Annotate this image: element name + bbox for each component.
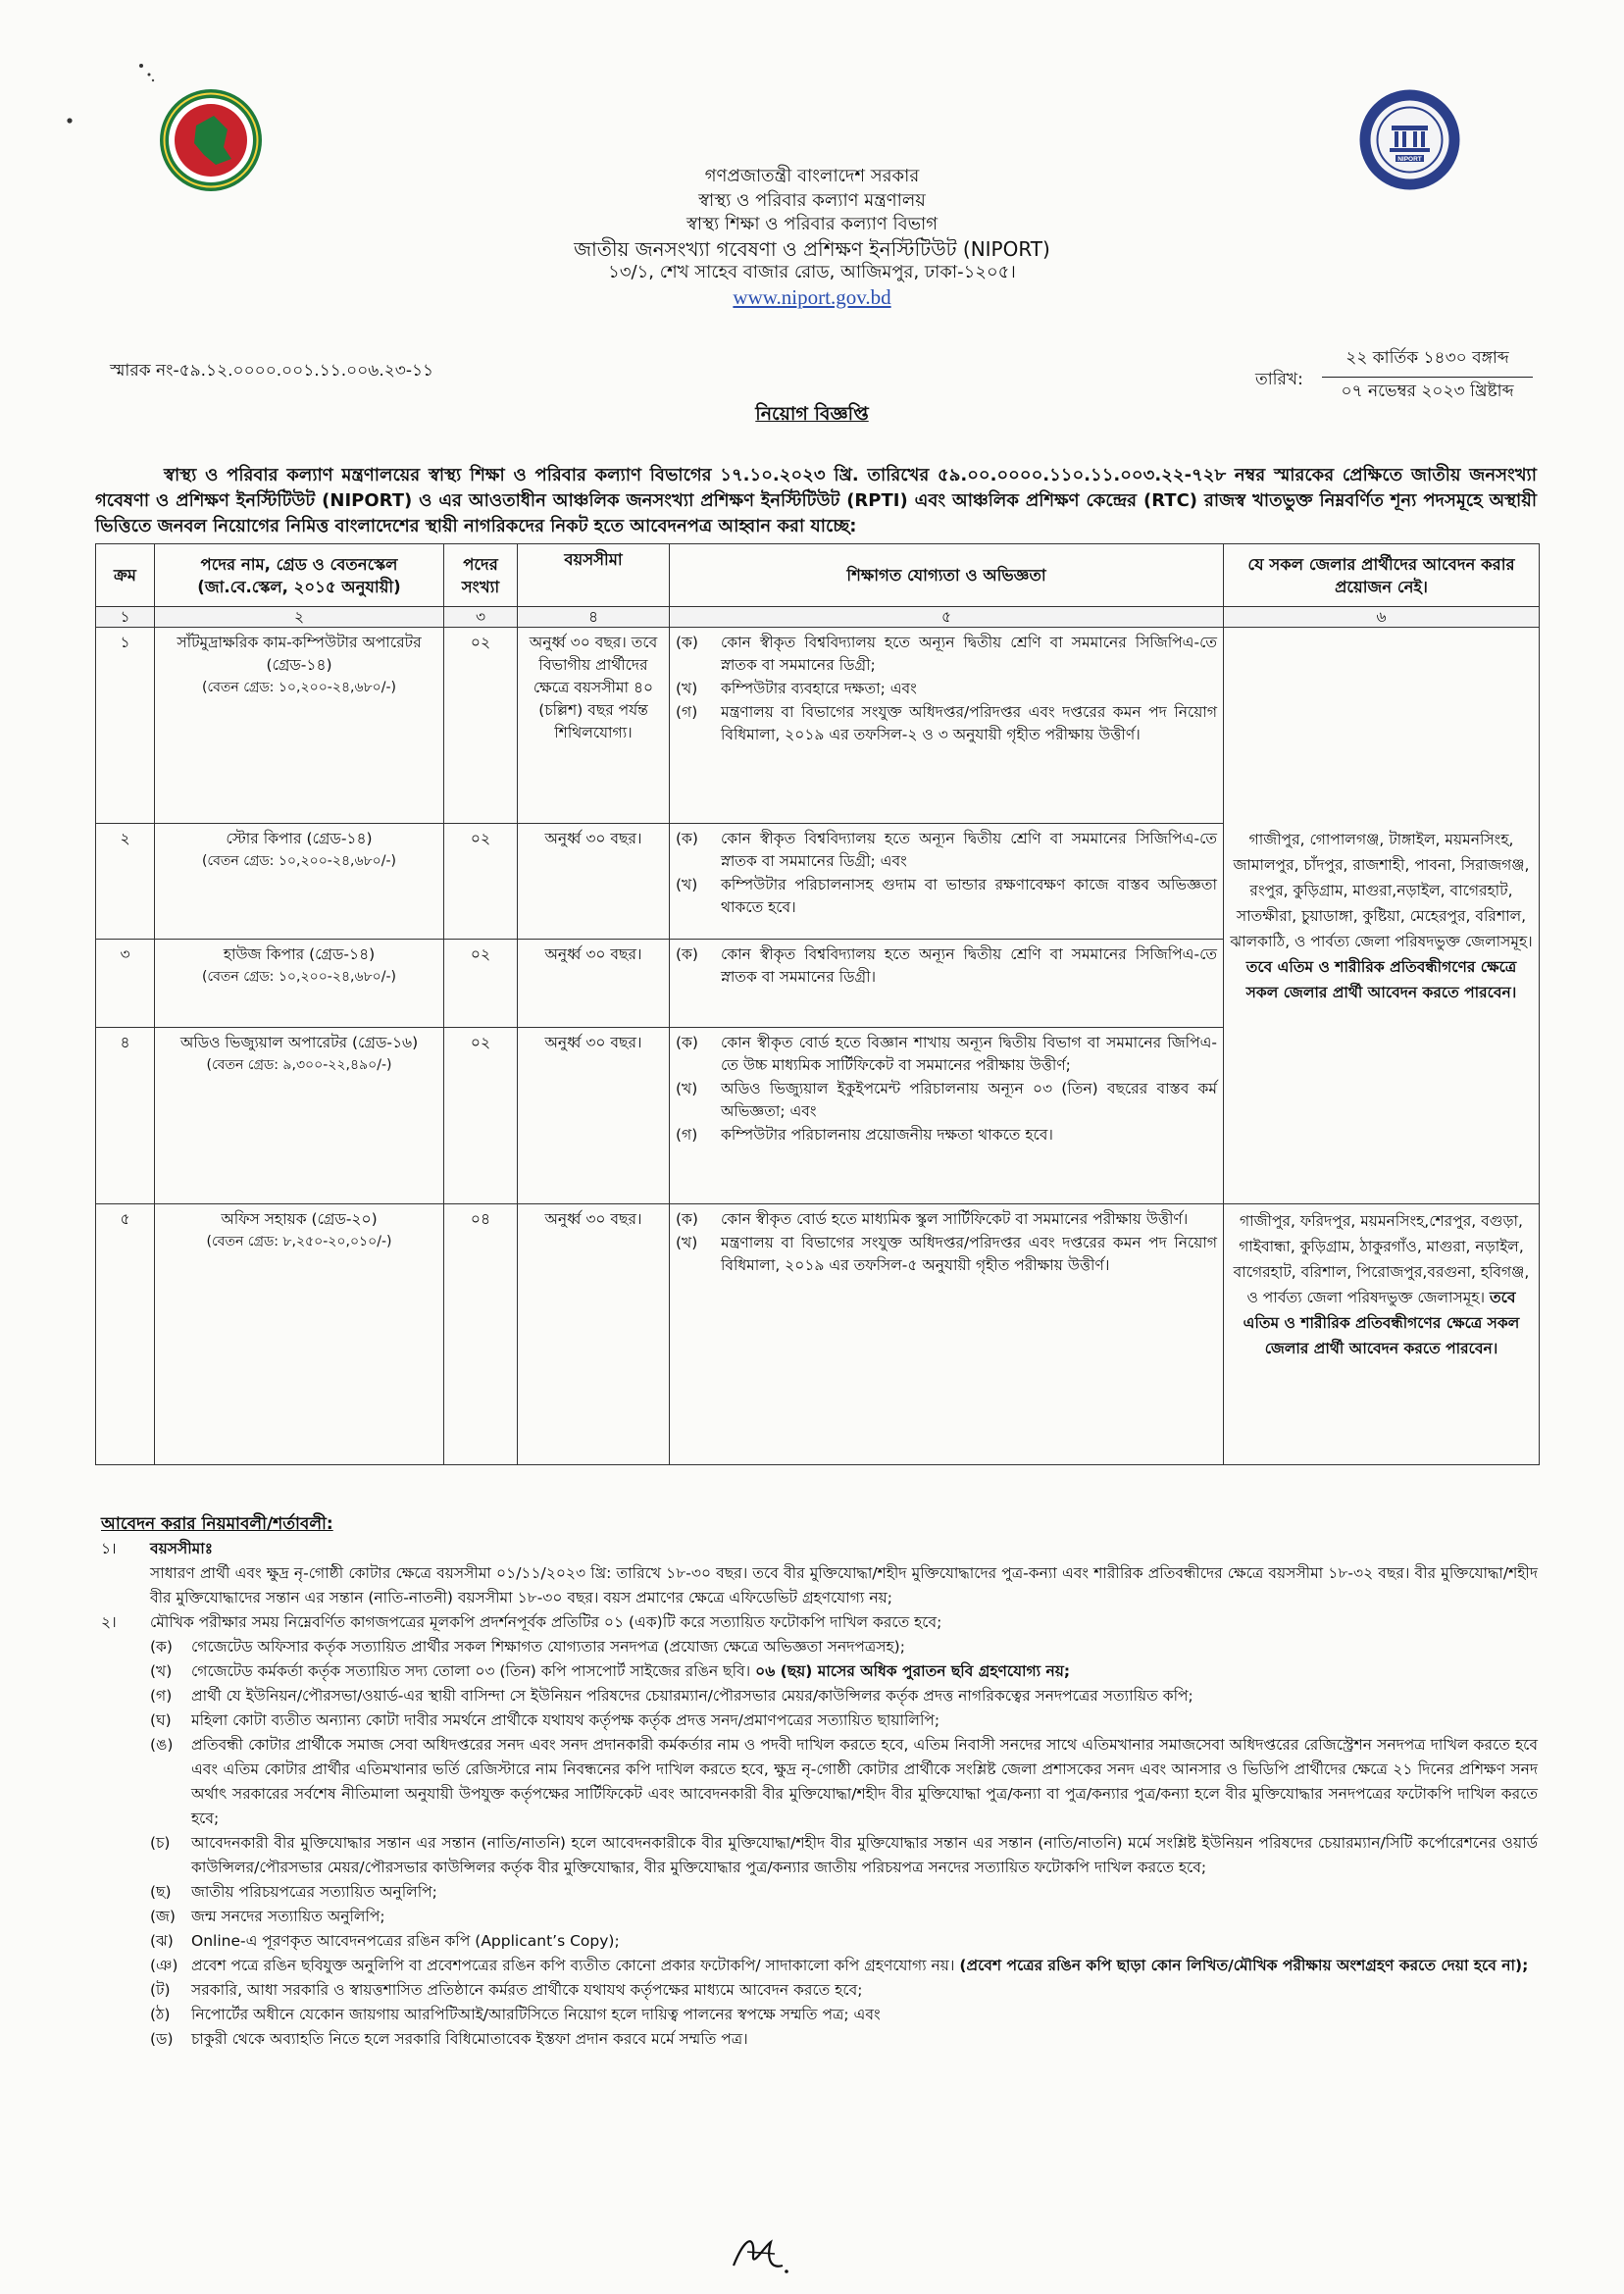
age-limit: অনুর্ধ্ব ৩০ বছর। <box>518 824 670 940</box>
item-text: কোন স্বীকৃত বিশ্ববিদ্যালয় হতে অন্যূন দ্বিতীয় শ্রেণি বা সমমানের সিজিপিএ-তে স্নাতক বা সমমানের ডিগ্রী। <box>721 945 1217 986</box>
item-marker: (ক) <box>676 1210 698 1228</box>
item-marker: (ক) <box>150 1638 173 1656</box>
qualification-cell <box>670 824 1224 940</box>
date-bangla: ২২ কার্তিক ১৪৩০ বঙ্গাব্দ <box>1322 345 1533 378</box>
post-name: অফিস সহায়ক (গ্রেড-২০) <box>221 1210 378 1228</box>
post-cell <box>155 1028 444 1204</box>
rule-number: ২। <box>101 1613 117 1631</box>
item-text-normal: গেজেটেড অফিসার কর্তৃক সত্যায়িত প্রার্থীর সকল শিক্ষাগত যোগ্যতার সনদপত্র (প্রযোজ্য ক্ষেত্রে অভিজ্ঞতা সনদপত্রসহ); <box>191 1638 905 1656</box>
qualification-item <box>676 828 1217 873</box>
excluded-districts-list: গাজীপুর, ফরিদপুর, ময়মনসিংহ,শেরপুর, বগুড়া, গাইবান্ধা, কুড়িগ্রাম, ঠাকুরগাঁও, মাগুরা, নড়াইল, বাগেরহাট, বরিশাল, পিরোজপুর,বরগুনা, হবিগঞ্জ, ও পার্বত্য জেলা পরিষদভুক্ত জেলাসমূহ। <box>1233 1212 1530 1306</box>
item-marker: (গ) <box>676 703 698 721</box>
column-number: ৫ <box>670 607 1224 628</box>
post-cell <box>155 824 444 940</box>
website-link[interactable]: www.niport.gov.bd <box>733 284 891 309</box>
header-institute: জাতীয় জনসংখ্যা গবেষণা ও প্রশিক্ষণ ইনস্টিটিউট (NIPORT) <box>574 236 1050 261</box>
item-text-normal: প্রবেশ পত্রে রঙিন ছবিযুক্ত অনুলিপি বা প্রবেশপত্রের রঙিন কপি ব্যতীত কোনো প্রকার ফটোকপি/ সাদাকালো কপি গ্রহণযোগ্য নয়। <box>191 1957 955 1974</box>
item-text: কোন স্বীকৃত বোর্ড হতে বিজ্ঞান শাখায় অন্যূন দ্বিতীয় বিভাগ বা সমমানের জিপিএ-তে উচ্চ মাধ্যমিক সার্টিফিকেট বা সমমানের পরীক্ষায় উত্তীর্ণ; <box>721 1034 1217 1074</box>
item-text: কোন স্বীকৃত বোর্ড হতে মাধ্যমিক স্কুল সার্টিফিকেট বা সমমানের পরীক্ষায় উত্তীর্ণ। <box>721 1210 1189 1228</box>
document-list-item <box>101 1954 1538 1978</box>
document-list-item <box>101 1929 1538 1954</box>
qualification-item <box>676 1124 1217 1147</box>
item-text-normal: প্রার্থী যে ইউনিয়ন/পৌরসভা/ওয়ার্ড-এর স্থায়ী বাসিন্দা সে ইউনিয়ন পরিষদের চেয়ারম্যান/পৌরসভার মেয়র/কাউন্সিলর কর্তৃক প্রদত্ত নাগরিকত্বের সনদপত্রের সত্যায়িত কপি; <box>191 1687 1193 1705</box>
post-cell <box>155 1204 444 1465</box>
column-number-row <box>96 607 1540 628</box>
vacancy-table <box>95 543 1540 1465</box>
pay-scale: (বেতন গ্রেড: ১০,২০০-২৪,৬৮০/-) <box>201 680 397 695</box>
document-list-item <box>101 1978 1538 2003</box>
pay-scale: (বেতন গ্রেড: ১০,২০০-২৪,৬৮০/-) <box>201 853 397 869</box>
item-text: কম্পিউটার পরিচালনায় প্রয়োজনীয় দক্ষতা থাকতে হবে। <box>721 1126 1053 1144</box>
item-text <box>191 1831 1538 1880</box>
item-text-normal: প্রতিবন্ধী কোটার প্রার্থীকে সমাজ সেবা অধিদপ্তরের সনদ এবং সনদ প্রদানকারী কর্মকর্তার নাম ও পদবী দাখিল করতে হবে, এতিম নিবাসী সনদের সাথে এতিমখানার সমাজসেবা অধিদপ্তরের রেজিস্ট্রেশন সনদপত্র দাখিল করতে হবে এবং এতিম কোটার প্রার্থীর এতিমখানার ভর্তি রেজিস্টারে নাম নিবন্ধনের কপি দাখিল করতে হবে, ক্ষুদ্র নৃ-গোষ্ঠী কোটার প্রার্থীকে সংশ্লিষ্ট জেলা প্রশাসকের সনদ এবং আনসার ও ভিডিপি প্রার্থীদের ক্ষেত্রে ২১ দিনের প্রশিক্ষণ সনদ অর্থাৎ সরকারের সর্বশেষ নীতিমালা অনুযায়ী উপযুক্ত কর্তৃপক্ষের সার্টিফিকেট এবং আবেদনকারী বীর মুক্তিযোদ্ধা/শহীদ বীর মুক্তিযোদ্ধা পুত্র/কন্যা বা পুত্র/কন্যার পুত্র/কন্যা হলে বীর মুক্তিযোদ্ধার সনদপত্রের ফটোকপি দাখিল করতে হবে; <box>191 1736 1538 1827</box>
item-text <box>191 1684 1538 1708</box>
item-text-emphasis: (প্রবেশ পত্রের রঙিন কপি ছাড়া কোন লিখিত/মৌখিক পরীক্ষায় অংশগ্রহণ করতে দেয়া হবে না); <box>959 1957 1529 1974</box>
document-list-item <box>101 1733 1538 1831</box>
item-marker: (ঞ) <box>150 1957 178 1974</box>
column-number: ৬ <box>1224 607 1540 628</box>
post-count: ০২ <box>444 824 518 940</box>
item-marker: (গ) <box>676 1126 698 1144</box>
qualification-item <box>676 678 1217 700</box>
row-serial: ২ <box>96 824 155 940</box>
post-count: ০৪ <box>444 1204 518 1465</box>
item-text-normal: জাতীয় পরিচয়পত্রের সত্যায়িত অনুলিপি; <box>191 1883 437 1901</box>
post-count: ০২ <box>444 1028 518 1204</box>
excluded-districts-list: গাজীপুর, গোপালগঞ্জ, টাঙ্গাইল, ময়মনসিংহ, জামালপুর, চাঁদপুর, রাজশাহী, পাবনা, সিরাজগঞ্জ, রংপুর, কুড়িগ্রাম, মাগুরা,নড়াইল, বাগেরহাট, সাতক্ষীরা, চুয়াডাঙ্গা, কুষ্টিয়া, মেহেরপুর, বরিশাল, ঝালকাঠি, ও পার্বত্য জেলা পরিষদভুক্ত জেলাসমূহ। <box>1230 830 1533 950</box>
document-list-item <box>101 1880 1538 1905</box>
memo-number: স্মারক নং-৫৯.১২.০০০০.০০১.১১.০০৬.২৩-১১ <box>110 361 434 381</box>
excluded-districts-exception: তবে এতিম ও শারীরিক প্রতিবন্ধীগণের ক্ষেত্রে সকল জেলার প্রার্থী আবেদন করতে পারবেন। <box>1245 957 1517 1001</box>
date-english: ০৭ নভেম্বর ২০২৩ খ্রিষ্টাব্দ <box>1341 382 1514 401</box>
rule-item <box>101 1610 1538 1635</box>
column-number: ৩ <box>444 607 518 628</box>
item-text-normal: গেজেটেড কর্মকর্তা কর্তৃক সত্যায়িত সদ্য তোলা ০৩ (তিন) কপি পাসপোর্ট সাইজের রঙিন ছবি। <box>191 1662 751 1680</box>
item-marker: (ঝ) <box>150 1932 174 1950</box>
qualification-cell <box>670 628 1224 824</box>
item-text-emphasis: ০৬ (ছয়) মাসের অধিক পুরাতন ছবি গ্রহণযোগ্য নয়; <box>755 1662 1071 1680</box>
letterhead <box>0 165 1624 309</box>
svg-text:NIPORT: NIPORT <box>1397 156 1422 163</box>
document-list-item <box>101 2003 1538 2027</box>
item-text-normal: জন্ম সনদের সত্যায়িত অনুলিপি; <box>191 1908 385 1925</box>
header-government: গণপ্রজাতন্ত্রী বাংলাদেশ সরকার <box>704 166 920 186</box>
item-text-normal: মহিলা কোটা ব্যতীত অন্যান্য কোটা দাবীর সমর্থনে প্রার্থীকে যথাযথ কর্তৃপক্ষ কর্তৃক প্রদত্ত সনদ/প্রমাণপত্রের সত্যায়িত ছায়ালিপি; <box>191 1711 940 1729</box>
header-serial: ক্রম <box>96 544 155 607</box>
qualification-cell <box>670 1028 1224 1204</box>
header-age: বয়সসীমা <box>518 544 670 607</box>
item-text: কোন স্বীকৃত বিশ্ববিদ্যালয় হতে অন্যূন দ্বিতীয় শ্রেণি বা সমমানের সিজিপিএ-তে স্নাতক বা সমমানের ডিগ্রী; এবং <box>721 830 1217 870</box>
item-marker: (খ) <box>676 1080 698 1097</box>
item-marker: (খ) <box>150 1662 173 1680</box>
item-marker: (ক) <box>676 634 698 651</box>
item-marker: (ঘ) <box>150 1711 172 1729</box>
table-row <box>96 628 1540 824</box>
item-text: কোন স্বীকৃত বিশ্ববিদ্যালয় হতে অন্যূন দ্বিতীয় শ্রেণি বা সমমানের সিজিপিএ-তে স্নাতক বা সমমানের ডিগ্রী; <box>721 634 1217 674</box>
post-name: অডিও ভিজ্যুয়াল অপারেটর (গ্রেড-১৬) <box>179 1034 419 1051</box>
column-number: ২ <box>155 607 444 628</box>
item-marker: (ঙ) <box>150 1736 174 1754</box>
pay-scale: (বেতন গ্রেড: ১০,২০০-২৪,৬৮০/-) <box>201 969 397 985</box>
qualification-item <box>676 1232 1217 1277</box>
qualification-item <box>676 1208 1217 1231</box>
rule-text: সাধারণ প্রার্থী এবং ক্ষুদ্র নৃ-গোষ্ঠী কোটার ক্ষেত্রে বয়সসীমা ০১/১১/২০২৩ খ্রি: তারিখে ১৮-৩০ বছর। তবে বীর মুক্তিযোদ্ধা/শহীদ মুক্তিযোদ্ধাদের পুত্র-কন্যা এবং শারীরিক প্রতিবন্ধীদের ক্ষেত্রে বয়সসীমা ১৮-৩২ বছর। বীর মুক্তিযোদ্ধা/শহীদ বীর মুক্তিযোদ্ধাদের সন্তান এর সন্তান (নাতি-নাতনী) বয়সসীমা ১৮-৩০ বছর। বয়স প্রমাণের ক্ষেত্রে এফিডেভিট গ্রহণযোগ্য নয়; <box>150 1564 1538 1606</box>
post-count: ০২ <box>444 628 518 824</box>
item-text <box>191 1708 1538 1733</box>
item-marker: (খ) <box>676 680 698 697</box>
document-list-item <box>101 1708 1538 1733</box>
row-serial: ৩ <box>96 940 155 1028</box>
intro-paragraph: স্বাস্থ্য ও পরিবার কল্যাণ মন্ত্রণালয়ের স্বাস্থ্য শিক্ষা ও পরিবার কল্যাণ বিভাগের ১৭.১০.২০২৩ খ্রি. তারিখের ৫৯.০০.০০০০.১১০.১১.০০৩.২২-৭২৮ নম্বর স্মারকের প্রেক্ষিতে জাতীয় জনসংখ্যা গবেষণা ও প্রশিক্ষণ ইনস্টিটিউট (NIPORT) ও এর আওতাধীন আঞ্চলিক জনসংখ্যা প্রশিক্ষণ ইনস্টিটিউট (RPTI) এবং আঞ্চলিক প্রশিক্ষণ কেন্দ্রের (RTC) রাজস্ব খাতভুক্ত নিম্নবর্ণিত শূন্য পদসমূহে অস্থায়ী ভিত্তিতে জনবল নিয়োগের নিমিত্ত বাংলাদেশের স্থায়ী নাগরিকদের নিকট হতে আবেদনপত্র আহ্বান করা যাচ্ছে: <box>95 465 1537 536</box>
age-limit: অনুর্ধ্ব ৩০ বছর। <box>518 1204 670 1465</box>
item-text <box>191 1929 1538 1954</box>
document-list-item <box>101 1659 1538 1684</box>
row-serial: ১ <box>96 628 155 824</box>
post-cell <box>155 940 444 1028</box>
rules-title: আবেদন করার নিয়মাবলী/শর্তাবলী: <box>101 1514 333 1534</box>
item-text: মন্ত্রণালয় বা বিভাগের সংযুক্ত অধিদপ্তর/পরিদপ্তর এবং দপ্তরের কমন পদ নিয়োগ বিধিমালা, ২০১৯ এর তফসিল-৫ অনুযায়ী গৃহীত পরীক্ষায় উত্তীর্ণ। <box>721 1234 1217 1274</box>
item-text: অডিও ভিজ্যুয়াল ইকুইপমেন্ট পরিচালনায় অন্যূন ০৩ (তিন) বছরের বাস্তব কর্ম অভিজ্ঞতা; এবং <box>721 1080 1217 1120</box>
age-limit: অনুর্ধ্ব ৩০ বছর। <box>518 1028 670 1204</box>
qualification-cell <box>670 1204 1224 1465</box>
item-marker: (চ) <box>150 1834 171 1852</box>
post-name: হাউজ কিপার (গ্রেড-১৪) <box>223 945 376 963</box>
pay-scale: (বেতন গ্রেড: ৮,২৫০-২০,০১০/-) <box>206 1234 392 1249</box>
excluded-districts-group-2 <box>1224 1204 1540 1465</box>
item-text <box>191 1659 1538 1684</box>
excluded-districts-exception: তবে এতিম ও শারীরিক প্রতিবন্ধীগণের ক্ষেত্রে সকল জেলার প্রার্থী আবেদন করতে পারবেন। <box>1243 1289 1520 1357</box>
qualification-cell <box>670 940 1224 1028</box>
item-marker: (ট) <box>150 1981 171 1999</box>
item-text: কম্পিউটার পরিচালনাসহ গুদাম বা ভান্ডার রক্ষণাবেক্ষণ কাজে বাস্তব অভিজ্ঞতা থাকতে হবে। <box>721 876 1217 916</box>
rule-text: মৌখিক পরীক্ষার সময় নিম্নেবর্ণিত কাগজপত্রের মূলকপি প্রদর্শনপূর্বক প্রতিটির ০১ (এক)টি করে সত্যায়িত ফটোকপি দাখিল করতে হবে; <box>150 1613 942 1631</box>
item-text: মন্ত্রণালয় বা বিভাগের সংযুক্ত অধিদপ্তর/পরিদপ্তর এবং দপ্তরের কমন পদ নিয়োগ বিধিমালা, ২০১৯ এর তফসিল-২ ও ৩ অনুযায়ী গৃহীত পরীক্ষায় উত্তীর্ণ। <box>721 703 1217 743</box>
header-address: ১৩/১, শেখ সাহেব বাজার রোড, আজিমপুর, ঢাকা-১২০৫। <box>608 262 1016 282</box>
column-number: ৪ <box>518 607 670 628</box>
item-text: কম্পিউটার ব্যবহারে দক্ষতা; এবং <box>721 680 917 697</box>
header-qualification: শিক্ষাগত যোগ্যতা ও অভিজ্ঞতা <box>670 544 1224 607</box>
item-marker: (ক) <box>676 945 698 963</box>
item-text <box>191 1733 1538 1831</box>
post-cell <box>155 628 444 824</box>
rule-title: বয়সসীমাঃ <box>150 1540 214 1557</box>
header-ministry: স্বাস্থ্য ও পরিবার কল্যাণ মন্ত্রণালয় <box>698 189 926 211</box>
qualification-item <box>676 874 1217 919</box>
date-label: তারিখ: <box>1255 370 1303 389</box>
item-marker: (ঠ) <box>150 2006 171 2023</box>
item-text <box>191 1978 1538 2003</box>
item-text <box>191 1635 1538 1659</box>
item-marker: (ক) <box>676 1034 698 1051</box>
document-list-item <box>101 2027 1538 2052</box>
qualification-item <box>676 632 1217 677</box>
header-post: পদের নাম, গ্রেড ও বেতনস্কেল (জা.বে.স্কেল, ২০১৫ অনুযায়ী) <box>155 544 444 607</box>
post-count: ০২ <box>444 940 518 1028</box>
document-list-item <box>101 1905 1538 1929</box>
qualification-item <box>676 1078 1217 1123</box>
pay-scale: (বেতন গ্রেড: ৯,৩০০-২২,৪৯০/-) <box>206 1057 392 1073</box>
age-limit: অনুর্ধ্ব ৩০ বছর। তবে বিভাগীয় প্রার্থীদের ক্ষেত্রে বয়সসীমা ৪০ (চল্লিশ) বছর পর্যন্ত শিথিলযোগ্য। <box>518 628 670 824</box>
qualification-item <box>676 701 1217 746</box>
header-division: স্বাস্থ্য শিক্ষা ও পরিবার কল্যাণ বিভাগ <box>685 214 939 234</box>
notice-title: নিয়োগ বিজ্ঞপ্তি <box>755 403 869 425</box>
post-name: সাঁটমুদ্রাক্ষরিক কাম-কম্পিউটার অপারেটর (গ্রেড-১৪) <box>177 634 422 674</box>
post-name: স্টোর কিপার (গ্রেড-১৪) <box>226 830 373 847</box>
document-list-item <box>101 1684 1538 1708</box>
item-text <box>191 1905 1538 1929</box>
item-marker: (ড) <box>150 2030 174 2048</box>
excluded-districts-group-1 <box>1224 628 1540 1204</box>
item-text-normal: আবেদনকারী বীর মুক্তিযোদ্ধার সন্তান এর সন্তান (নাতি/নাতনি) হলে আবেদনকারীকে বীর মুক্তিযোদ্ধা/শহীদ বীর মুক্তিযোদ্ধার সন্তান এর সন্তান (নাতি/নাতনি) মর্মে সংশ্লিষ্ট ইউনিয়ন পরিষদের চেয়ারম্যান/সিটি কর্পোরেশনের ওয়ার্ড কাউন্সিলর/পৌরসভার মেয়র/পৌরসভার কাউন্সিলর কর্তৃক বীর মুক্তিযোদ্ধার, বীর মুক্তিযোদ্ধার পুত্র/কন্যার জাতীয় পরিচয়পত্র সনদের সত্যায়িত ফটোকপি দাখিল করতে হবে; <box>191 1834 1538 1876</box>
rule-number: ১। <box>101 1540 117 1557</box>
item-text <box>191 1954 1538 1978</box>
item-text-normal: সরকারি, আধা সরকারি ও স্বায়ত্তশাসিত প্রতিষ্ঠানে কর্মরত প্রার্থীকে যথাযথ কর্তৃপক্ষের মাধ্যমে আবেদন করতে হবে; <box>191 1981 863 1999</box>
item-marker: (জ) <box>150 1908 176 1925</box>
item-text-normal: নিপোর্টের অধীনে যেকোন জায়গায় আরপিটিআই/আরটিসিতে নিয়োগ হলে দায়িত্ব পালনের স্বপক্ষে সম্মতি পত্র; এবং <box>191 2006 881 2023</box>
item-text <box>191 1880 1538 1905</box>
header-districts: যে সকল জেলার প্রার্থীদের আবেদন করার প্রয়োজন নেই। <box>1224 544 1540 607</box>
qualification-item <box>676 1032 1217 1077</box>
age-limit: অনুর্ধ্ব ৩০ বছর। <box>518 940 670 1028</box>
row-serial: ৪ <box>96 1028 155 1204</box>
signature <box>726 2226 799 2280</box>
row-serial: ৫ <box>96 1204 155 1465</box>
item-marker: (খ) <box>676 876 698 893</box>
header-count: পদের সংখ্যা <box>444 544 518 607</box>
item-text <box>191 2003 1538 2027</box>
item-text-normal: Online-এ পূরণকৃত আবেদনপত্রের রঙিন কপি (Applicant’s Copy); <box>191 1932 620 1950</box>
item-marker: (ক) <box>676 830 698 847</box>
rule-item <box>101 1537 1538 1561</box>
item-text-normal: চাকুরী থেকে অব্যাহতি নিতে হলে সরকারি বিধিমোতাবেক ইস্তফা প্রদান করবে মর্মে সম্মতি পত্র। <box>191 2030 748 2048</box>
item-marker: (ছ) <box>150 1883 172 1901</box>
table-row <box>96 1204 1540 1465</box>
scan-dot <box>65 116 75 126</box>
document-list-item <box>101 1635 1538 1659</box>
item-text <box>191 2027 1538 2052</box>
item-marker: (খ) <box>676 1234 698 1251</box>
document-list-item <box>101 1831 1538 1880</box>
qualification-item <box>676 943 1217 989</box>
column-number: ১ <box>96 607 155 628</box>
document-list <box>101 1635 1538 2052</box>
item-marker: (গ) <box>150 1687 173 1705</box>
application-rules <box>101 1512 1538 2052</box>
